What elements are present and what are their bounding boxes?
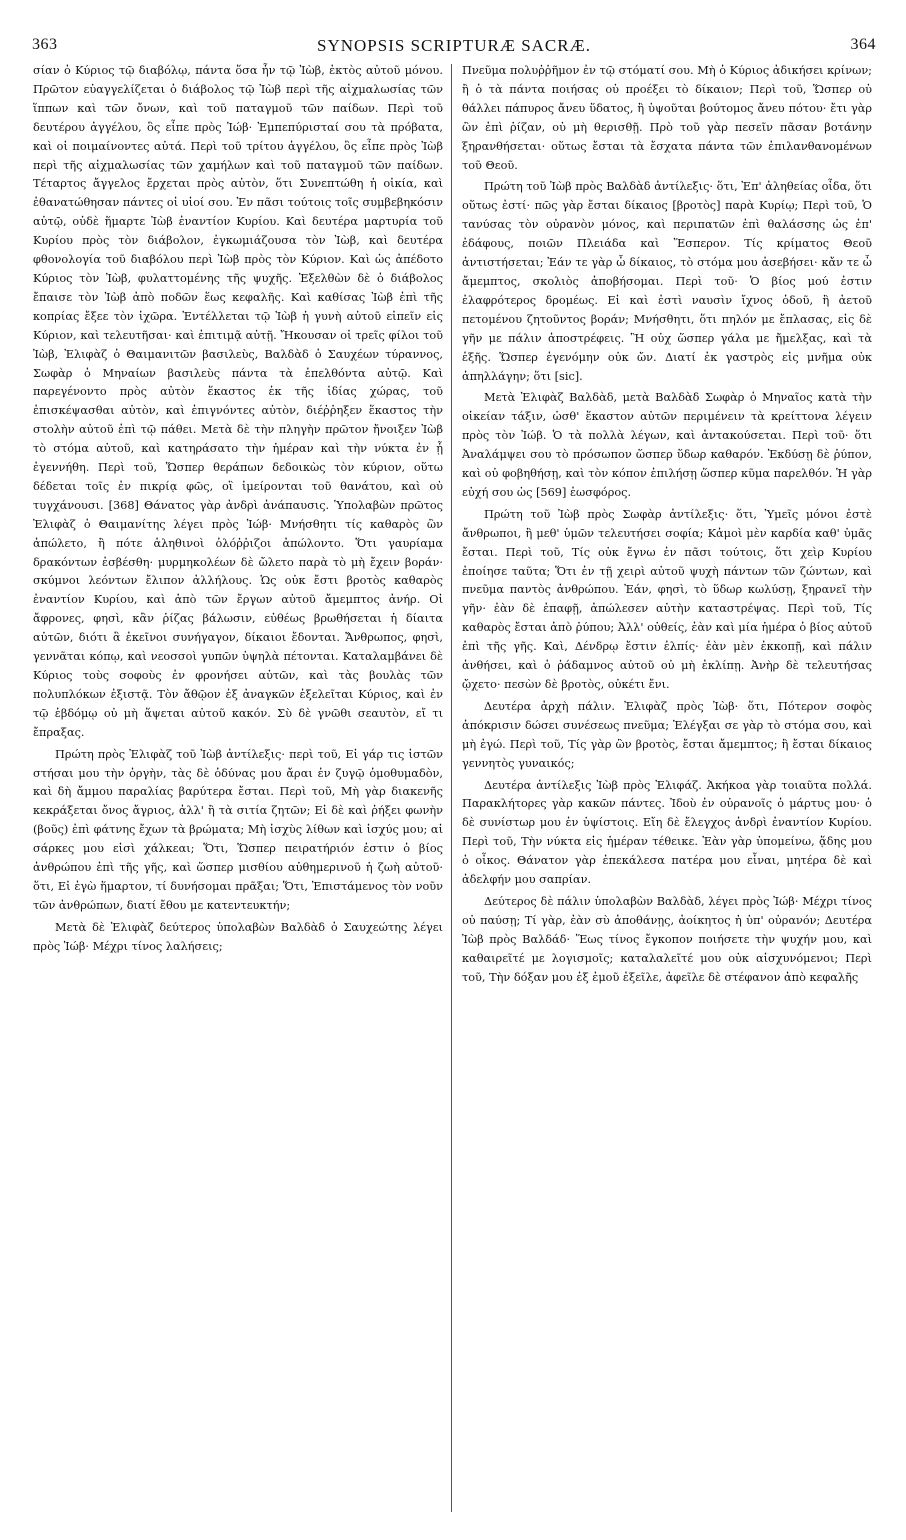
- paragraph: σίαν ὁ Κύριος τῷ διαβόλῳ, πάντα ὅσα ἦν τῷ Ἰὼβ, ἐκτὸς αὐτοῦ μόνου. Πρῶτον εὐαγγελίζεται ὁ διάβολος τῷ Ἰὼβ περὶ τῆς αἰχμαλωσίας τῶν ἵππων καὶ τῶν ὄνων, καὶ τοῦ παταγμοῦ τῶν παίδων. Περὶ τοῦ δευτέρου ἀγγέλου, ὃς εἶπε πρὸς Ἰώβ· Ἐμπεπύρισταί σου τὰ πρόβατα, καὶ οἱ ποιμαίνοντες αὐτά. Περὶ τοῦ τρίτου ἀγγέλου, ὃς εἶπε πρὸς Ἰὼβ περὶ τῆς αἰχμαλωσίας τῶν χαμήλων καὶ τοῦ παταγμοῦ τῶν παίδων. Τέταρτος ἄγγελος ἔρχεται πρὸς αὐτὸν, ὅτι Συνεπτώθη ἡ οἰκία, καὶ ἐθανατώθησαν πάντες οἱ υἱοί σου. Ἐν πᾶσι τούτοις τοῖς συμβεβηκόσιν αὐτῷ, οὐδὲ ἥμαρτε Ἰὼβ ἐναντίον Κυρίου. Καὶ δευτέρα μαρτυρία τοῦ Κυρίου πρὸς τὸν διάβολον, ἐγκωμιάζουσα τὸν Ἰὼβ, καὶ δευτέρα φθονολογία τοῦ διαβόλου περὶ Ἰὼβ πρὸς τὸν Κύριον. Καὶ ὡς ἀπέδοτο Κύριος τὸν Ἰὼβ, φυλαττομένης τῆς ψυχῆς. Ἐξελθὼν δὲ ὁ διάβολος ἔπαισε τὸν Ἰὼβ ἀπὸ ποδῶν ἕως κεφαλῆς. Καὶ καθίσας Ἰὼβ ἐπὶ τῆς κοπρίας ἔξεε τὸν ἰχῶρα. Ἐντέλλεται τῷ Ἰὼβ ἡ γυνὴ αὐτοῦ εἰπεῖν εἰς Κύριον, καὶ τελευτῆσαι· καὶ ἐπιτιμᾷ αὐτῇ. Ἤκουσαν οἱ τρεῖς φίλοι τοῦ Ἰὼβ, Ἐλιφὰζ ὁ Θαιμανιτῶν βασιλεὺς, Βαλδὰδ ὁ Σαυχέων τύραννος, Σωφὰρ ὁ Μηναίων βασιλεὺς πάντα τὰ ἐπελθόντα αὐτῷ. Καὶ παρεγένοντο πρὸς αὐτὸν ἕκαστος ἐκ τῆς ἰδίας χώρας, τοῦ ἐπισκέψασθαι αὐτὸν, καὶ ἐπιγνόντες αὐτὸν, διέῤῥηξεν ἕκαστος τὴν στολὴν αὐτοῦ ἐπὶ τῷ πάθει. Μετὰ δὲ τὴν πληγὴν πρῶτον ἤνοιξεν Ἰὼβ τὸ στόμα αὐτοῦ, καὶ κατηράσατο τὴν ἡμέραν καὶ τὴν νύκτα ἐν ᾗ ἐγεννήθη. Περὶ τοῦ, Ὥσπερ θεράπων δεδοικὼς τὸν κύριον, οὕτω δέδεται τοῖς ἐν πικρίᾳ φῶς, οἳ ἱμείρονται τοῦ θανάτου, καὶ οὐ τυγχάνουσι. [368] Θάνατος γὰρ ἀνδρὶ ἀνάπαυσις. Ὑπολαβὼν πρῶτος Ἐλιφὰζ ὁ Θαιμανίτης λέγει πρὸς Ἰώβ· Μνήσθητι τίς καθαρὸς ὢν ἀπώλετο, ἢ πότε ἀληθινοὶ ὁλόῤῥιζοι ἀπώλοντο. Ὅτι γαυρίαμα δρακόντων ἐσβέσθη· μυρμηκολέων δὲ ὤλετο παρὰ τὸ μὴ ἔχειν βοράν· σκύμνοι λεόντων ἔλιπον ἀλλήλους. Ὡς οὐκ ἔστι βροτὸς καθαρὸς ἐναντίον Κυρίου, καὶ ἀπὸ τῶν ἔργων αὐτοῦ ἄμεμπτος ἀνήρ. Οἱ ἄφρονες, φησὶ, κἂν ῥίζας βάλωσιν, εὐθέως βρωθήσεται ἡ δίαιτα αὐτῶν, διότι ἃ ἐκεῖνοι συνήγαγον, δίκαιοι ἔδονται. Ἄνθρωπος, φησὶ, γεννᾶται κόπῳ, καὶ νεοσσοὶ γυπῶν ὑψηλὰ πέτονται. Καταλαμβάνει δὲ Κύριος τοὺς σοφοὺς ἐν φρονήσει αὐτῶν, καὶ τὰς βουλὰς τῶν πολυπλόκων ἐξιστᾷ. Τὸν ἄθῷον ἐξ ἀναγκῶν ἐξελεῖται Κύριος, καὶ ἐν τῷ ἑβδόμῳ οὐ μὴ ἅψεται αὐτοῦ κακόν. Σὺ δὲ γνῶθι σεαυτὸν, εἴ τι ἔπραξας.: [33, 64, 443, 739]
- paragraph: Μετὰ δὲ Ἐλιφὰζ δεύτερος ὑπολαβὼν Βαλδὰδ ὁ Σαυχεώτης λέγει πρὸς Ἰώβ· Μέχρι τίνος λαλήσεις;: [33, 920, 443, 953]
- paragraph: Πρώτη τοῦ Ἰὼβ πρὸς Βαλδὰδ ἀντίλεξις· ὅτι, Ἐπ' ἀληθείας οἶδα, ὅτι οὕτως ἐστί· πῶς γὰρ ἔσται δίκαιος [βροτὸς] παρὰ Κυρίῳ; Περὶ τοῦ, Ὁ τανύσας τὸν οὐρανὸν μόνος, καὶ περιπατῶν ἐπὶ θαλάσσης ὡς ἐπ' ἐδάφους, ποιῶν Πλειάδα καὶ Ἕσπερον. Τίς κρίματος Θεοῦ ἀντιστήσεται; Ἐάν τε γὰρ ὦ δίκαιος, τὸ στόμα μου ἀσεβήσει· κἄν τε ὦ ἄμεμπτος, σκολιὸς ἀποβήσομαι. Περὶ τοῦ· Ὁ βίος μού ἐστιν ἐλαφρότερος δρομέως. Εἰ καὶ ἐστὶ ναυσὶν ἴχνος ὁδοῦ, ἢ ἀετοῦ πετομένου ζητοῦντος βοράν; Μνήσθητι, ὅτι πηλόν με ἔπλασας, εἰς δὲ γῆν με πάλιν ἀποστρέφεις. Ἢ οὐχ ὥσπερ γάλα με ἤμελξας, καὶ τὰ ἑξῆς. Ὥσπερ ἐγενόμην οὐκ ὤν. Διατί ἐκ γαστρὸς εἰς μνῆμα οὐκ ἀπηλλάγην; ὅτι [sic].: [462, 180, 872, 383]
- paragraph: Πρώτη πρὸς Ἐλιφὰζ τοῦ Ἰὼβ ἀντίλεξις· περὶ τοῦ, Εἰ γάρ τις ἱστῶν στήσαι μου τὴν ὀργὴν, τὰς δὲ ὀδύνας μου ἄραι ἐν ζυγῷ ὁμοθυμαδὸν, καὶ δὴ ἄμμου παραλίας βαρύτερα ἔσται. Περὶ τοῦ, Μὴ γὰρ διακενῆς κεκράξεται ὄνος ἄγριος, ἀλλ' ἢ τὰ σιτία ζητῶν; Εἰ δὲ καὶ ῥήξει φωνὴν (βοῦς) ἐπὶ φάτνης ἔχων τὰ βρώματα; Μὴ ἰσχὺς λίθων καὶ ἰσχύς μου; αἱ σάρκες μου εἰσὶ χάλκεαι; Ὅτι, Ὥσπερ πειρατήριόν ἐστιν ὁ βίος ἀνθρώπου ἐπὶ τῆς γῆς, καὶ ὥσπερ μισθίου αὐθημερινοῦ ἡ ζωὴ αὐτοῦ· ὅτι, Εἰ ἐγὼ ἥμαρτον, τί δυνήσομαι πρᾶξαι; Ὅτι, Ἐπιστάμενος τὸν νοῦν τῶν ἀνθρώπων, διατί ἔθου με κατεντευκτήν;: [33, 747, 443, 912]
- paragraph: Δεύτερος δὲ πάλιν ὑπολαβὼν Βαλδὰδ, λέγει πρὸς Ἰώβ· Μέχρι τίνος οὐ παύσῃ; Τί γὰρ, ἐὰν σὺ ἀποθάνῃς, ἀοίκητος ἡ ὑπ' οὐρανόν; Δευτέρα Ἰὼβ πρὸς Βαλδάδ· Ἕως τίνος ἔγκοπον ποιήσετε τὴν ψυχήν μου, καὶ καθαιρεῖτέ με λογισμοῖς; καταλαλεῖτέ μου οὐκ αἰσχυνόμενοι; Περὶ τοῦ, Τὴν δόξαν μου ἐξ ἐμοῦ ἐξεῖλε, ἀφεῖλε δὲ στέφανον ἀπὸ κεφαλῆς: [462, 894, 872, 984]
- right-column: [462, 62, 872, 1522]
- paragraph: Δευτέρα ἀρχὴ πάλιν. Ἐλιφὰζ πρὸς Ἰὼβ· ὅτι, Πότερον σοφὸς ἀπόκρισιν δώσει συνέσεως πνεῦμα; Ἐλέγξαι σε γὰρ τὸ στόμα σου, καὶ μὴ ἐγώ. Περὶ τοῦ, Τίς γὰρ ὢν βροτὸς, ἔσται ἄμεμπτος; ἢ ἔσται δίκαιος γεννητὸς γυναικός;: [462, 699, 872, 770]
- running-header: [32, 36, 876, 58]
- left-column: [33, 62, 443, 1522]
- paragraph: Δευτέρα ἀντίλεξις Ἰὼβ πρὸς Ἐλιφάζ. Ἀκήκοα γὰρ τοιαῦτα πολλά. Παρακλήτορες γὰρ κακῶν πάντες. Ἰδοὺ ἐν οὐρανοῖς ὁ μάρτυς μου· ὁ δὲ συνίστωρ μου ἐν ὑψίστοις. Εἴη δὲ ἔλεγχος ἀνδρὶ ἐναντίον Κυρίου. Περὶ τοῦ, Τὴν νύκτα εἰς ἡμέραν τέθεικε. Ἐὰν γὰρ ὑπομείνω, ᾅδης μου ὁ οἶκος. Θάνατον γὰρ ἐπεκάλεσα πατέρα μου εἶναι, μητέρα δὲ καὶ ἀδελφήν μου σαπρίαν.: [462, 778, 872, 887]
- page-number-left: 363: [32, 36, 58, 53]
- column-divider: [451, 64, 452, 1512]
- paragraph: Πνεῦμα πολυῤῥῆμον ἐν τῷ στόματί σου. Μὴ ὁ Κύριος ἀδικήσει κρίνων; ἢ ὁ τὰ πάντα ποιήσας οὐ προέξει τὸ δίκαιον; Περὶ τοῦ, Ὥσπερ οὐ θάλλει πάπυρος ἄνευ ὕδατος, ἢ ὑψοῦται βούτομος ἄνευ πότου· ἔτι γὰρ ὢν ἐπὶ ῥίζαν, οὐ μὴ θερισθῇ. Πρὸ τοῦ γὰρ πεσεῖν πᾶσαν βοτάνην ξηρανθήσεται· οὕτως ἔσται τὰ ἔσχατα πάντα τῶν ἐπιλανθανομένων τοῦ Θεοῦ.: [462, 64, 872, 172]
- paragraph: Μετὰ Ἐλιφὰζ Βαλδὰδ, μετὰ Βαλδὰδ Σωφὰρ ὁ Μηναῖος κατὰ τὴν οἰκείαν τάξιν, ὡσθ' ἕκαστον αὐτῶν περιμένειν τὰ κρείττονα λέγειν πρὸς τὸν Ἰώβ. Ὁ τὰ πολλὰ λέγων, καὶ ἀντακούσεται. Περὶ τοῦ· ὅτι Ἀναλάμψει σου τὸ πρόσωπον ὥσπερ ὕδωρ καθαρόν. Ἐκδύσῃ δὲ ῥύπον, καὶ οὐ φοβηθήσῃ, καὶ τὸν κόπον ἐπιλήσῃ ὥσπερ κῦμα παρελθόν. Ἡ γὰρ εὐχή σου ὡς [569] ἑωσφόρος.: [462, 391, 872, 499]
- running-title: SYNOPSIS SCRIPTURÆ SACRÆ.: [317, 36, 591, 55]
- paragraph: Πρώτη τοῦ Ἰὼβ πρὸς Σωφὰρ ἀντίλεξις· ὅτι, Ὑμεῖς μόνοι ἐστὲ ἄνθρωποι, ἢ μεθ' ὑμῶν τελευτήσει σοφία; Κἀμοὶ μὲν καρδία καθ' ὑμᾶς ἔσται. Περὶ τοῦ, Τίς οὐκ ἔγνω ἐν πᾶσι τούτοις, ὅτι χεὶρ Κυρίου ἐποίησε ταῦτα; Ὅτι ἐν τῇ χειρὶ αὐτοῦ ψυχὴ πάντων τῶν ζώντων, καὶ πνεῦμα παντὸς ἀνθρώπου. Ἐάν, φησὶ, τὸ ὕδωρ κωλύσῃ, ξηρανεῖ τὴν γῆν· ἐὰν δὲ ἐπαφῇ, ἀπώλεσεν αὐτὴν καταστρέψας. Περὶ τοῦ, Τίς καθαρὸς ἔσται ἀπὸ ῥύπου; Ἀλλ' οὐθείς, ἐὰν καὶ μία ἡμέρα ὁ βίος αὐτοῦ ἐπὶ τῆς γῆς. Καὶ, Δένδρῳ ἔστιν ἐλπίς· ἐὰν μὲν ἐκκοπῇ, καὶ πάλιν ἀνθήσει, καὶ ὁ ῥάδαμνος αὐτοῦ οὐ μὴ ἐκλίπῃ. Ἀνὴρ δὲ τελευτήσας ᾤχετο· πεσὼν δὲ βροτὸς, οὐκέτι ἔνι.: [462, 507, 872, 691]
- page-number-right: 364: [850, 36, 876, 53]
